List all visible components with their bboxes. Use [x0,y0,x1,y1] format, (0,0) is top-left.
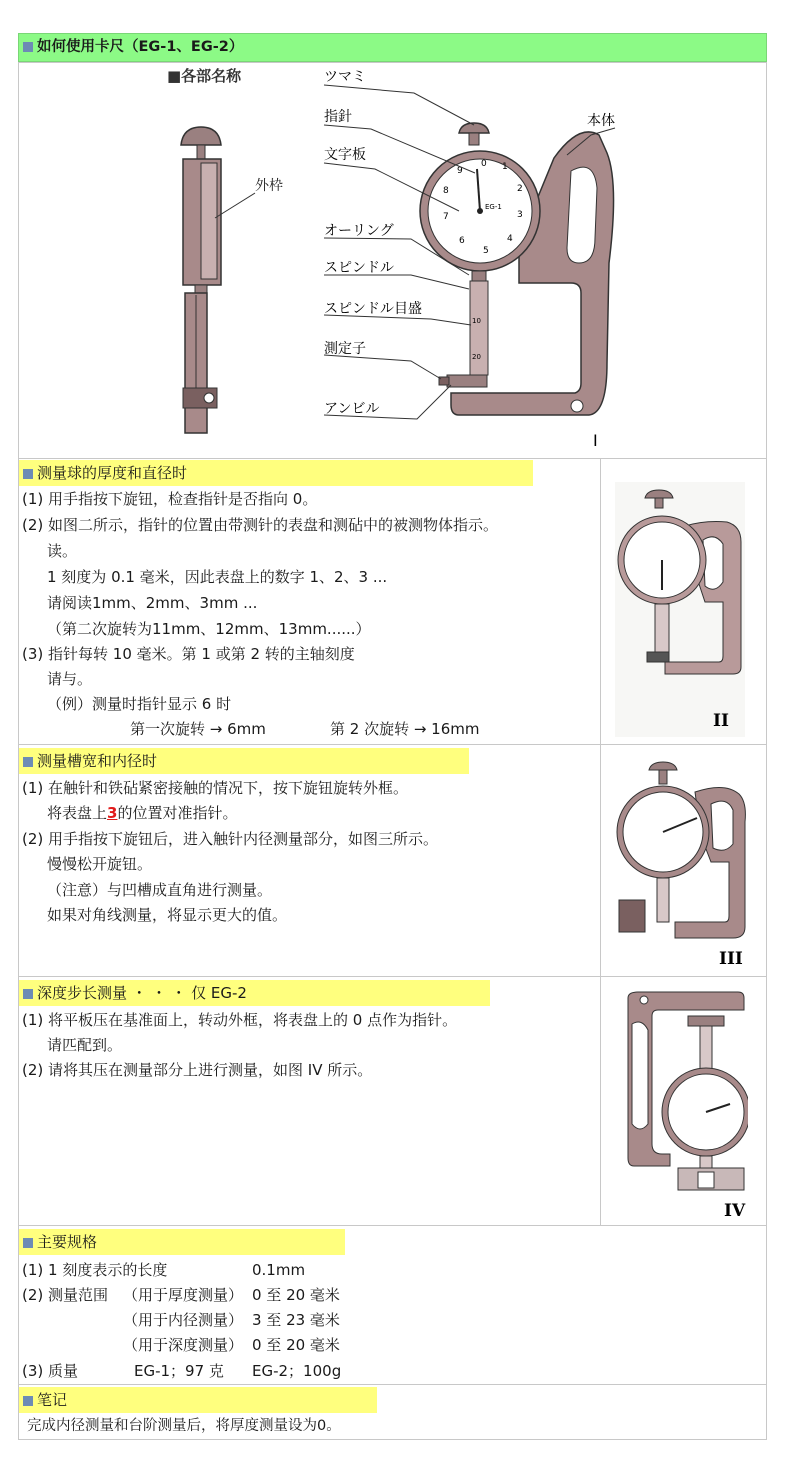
spec-mass-eg1: EG-1；97 克 [134,1362,224,1380]
bullet-square-icon [23,42,33,52]
label-body: 本体 [587,113,615,129]
thickness-line-8: 请与。 [47,670,93,688]
page-title: 如何使用卡尺（EG-1、EG-2） [37,39,244,55]
parts-diagram-box [18,62,767,459]
depth-line-1: (1) 将平板压在基准面上，转动外框，将表盘上的 0 点作为指针。 [22,1011,458,1029]
label-knob: ツマミ [324,69,366,85]
spec-row-2-sub: （用于厚度测量） [123,1286,244,1304]
label-spindle-scale: スピンドル目盛 [324,301,422,317]
groove-line-6: 如果对角线测量，将显示更大的值。 [47,906,288,924]
dial-number-6: 6 [459,236,465,246]
bullet-square-icon [23,757,33,767]
thickness-line-4: 1 刻度为 0.1 毫米，因此表盘上的数字 1、2、3 ... [47,568,388,586]
figure-label-iv: IV [724,1201,746,1220]
label-oring: オーリング [324,223,394,239]
thickness-line-5: 请阅读1mm、2mm、3mm ... [47,594,258,612]
spec-row-3-value: 3 至 23 毫米 [252,1311,340,1329]
figure-ii [615,482,745,737]
parts-diagram [19,63,766,458]
dial-number-8: 8 [443,186,449,196]
dial-number-9: 9 [457,166,463,176]
bullet-square-icon [23,989,33,999]
dial-number-5: 5 [483,246,489,256]
dial-number-4: 4 [507,234,513,244]
spindle-mark-20: 20 [472,353,481,361]
depth-line-2: 请匹配到。 [47,1036,123,1054]
spec-row-1-value: 0.1mm [252,1261,306,1279]
groove-line-2: 将表盘上3的位置对准指针。 [47,804,238,822]
section-divider [600,458,601,745]
label-dial: 文字板 [324,147,366,163]
bullet-square-icon [23,1396,33,1406]
spec-row-2-label: (2) 测量范围 [22,1286,109,1304]
thickness-line-2: (2) 如图二所示，指针的位置由带测针的表盘和测砧中的被测物体指示。 [22,516,499,534]
thickness-line-3: 读。 [47,542,78,560]
front-view-gauge [420,123,614,415]
thickness-line-6: （第二次旋转为11mm、12mm、13mm......） [47,620,371,638]
bullet-square-icon [23,469,33,479]
notes-text: 完成内径测量和台阶测量后，将厚度测量设为0。 [27,1418,341,1434]
spindle-mark-10: 10 [472,317,481,325]
section-divider [600,976,601,1226]
side-view-gauge [181,127,221,433]
spec-row-3-sub: （用于内径测量） [123,1311,244,1329]
depth-heading: 深度步长测量 ・ ・ ・ 仅 EG-2 [19,980,490,1006]
label-anvil: アンビル [324,401,380,417]
dial-number-3: 3 [517,210,523,220]
spec-row-4-sub: （用于深度测量） [123,1336,244,1354]
dial-number-2: 2 [517,184,523,194]
spec-mass-eg2: EG-2；100g [252,1362,342,1380]
highlight-number: 3 [107,804,118,822]
diagram-heading: ■各部名称 [167,67,242,85]
groove-line-4: 慢慢松开旋钮。 [47,855,153,873]
depth-line-3: (2) 请将其压在测量部分上进行测量，如图 IV 所示。 [22,1061,373,1079]
figure-label-iii: III [719,949,743,969]
thickness-line-7: (3) 指针每转 10 毫米。第 1 或第 2 转的主轴刻度 [22,645,355,663]
dial-number-1: 1 [502,162,508,172]
groove-line-3: (2) 用手指按下旋钮后，进入触针内径测量部分，如图三所示。 [22,830,439,848]
label-pointer: 指針 [324,109,352,125]
spec-mass-label: (3) 质量 [22,1362,79,1380]
thickness-line-11: 第 2 次旋转 → 16mm [330,720,480,738]
thickness-line-10: 第一次旋转 → 6mm [130,720,266,738]
thickness-line-9: （例）测量时指针显示 6 时 [47,695,232,713]
thickness-heading: 测量球的厚度和直径时 [19,460,533,486]
notes-heading: 笔记 [19,1387,377,1413]
thickness-line-1: (1) 用手指按下旋钮，检查指针是否指向 0。 [22,490,318,508]
section-divider [600,744,601,977]
spec-row-1-label: (1) 1 刻度表示的长度 [22,1261,168,1279]
figure-label-i: I [593,431,598,450]
groove-line-1: (1) 在触针和铁砧紧密接触的情况下，按下旋钮旋转外框。 [22,779,409,797]
figure-label-ii: II [713,711,729,731]
page-title-bar [18,33,767,62]
specs-heading: 主要规格 [19,1229,345,1255]
groove-heading: 测量槽宽和内径时 [19,748,469,774]
bullet-square-icon [23,1238,33,1248]
label-outer-frame: 外枠 [255,178,283,194]
figure-iv [618,984,748,1220]
label-spindle: スピンドル [324,260,394,276]
dial-number-7: 7 [443,212,449,222]
figure-iii [615,752,750,970]
spec-row-2-value: 0 至 20 毫米 [252,1286,340,1304]
dial-number-0: 0 [481,159,487,169]
groove-line-5: （注意）与凹槽成直角进行测量。 [47,881,273,899]
label-contact: 測定子 [324,341,366,357]
dial-model-label: EG-1 [485,203,502,211]
spec-row-4-value: 0 至 20 毫米 [252,1336,340,1354]
